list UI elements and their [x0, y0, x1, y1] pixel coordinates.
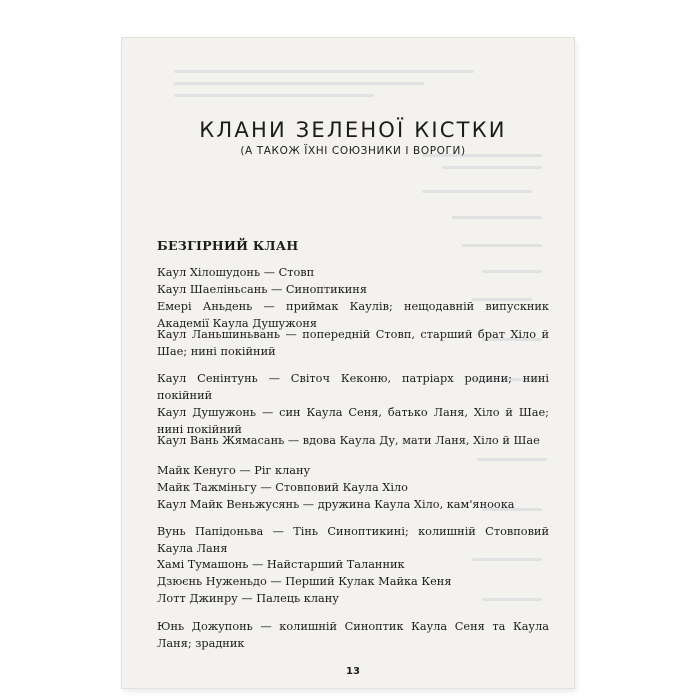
- character-entry: Юнь Дожупонь — колишній Синоптик Каула Сеня та Каула Ланя; зрадник: [157, 620, 549, 650]
- character-entry: Каул Сенінтунь — Світоч Кеконю, патріарх родини; нині покійний: [157, 372, 549, 402]
- book-page: [122, 38, 574, 688]
- character-entry: Каул Вань Жямасань — вдова Каула Ду, мати Ланя, Хіло й Шае: [157, 434, 540, 447]
- character-entry: Вунь Папідоньва — Тінь Синоптикині; колишній Стовповий Каула Ланя: [157, 525, 549, 555]
- character-entry: Каул Душужонь — син Каула Сеня, батько Ланя, Хіло й Шае; нині покійний: [157, 406, 549, 436]
- chapter-title: КЛАНИ ЗЕЛЕНОЇ КІСТКИ: [199, 118, 507, 142]
- character-entry: Каул Хілошудонь — Стовп: [157, 266, 315, 279]
- character-entry: Дзюєнь Нуженьдо — Перший Кулак Майка Кеня: [157, 575, 452, 588]
- chapter-subtitle: (А ТАКОЖ ЇХНІ СОЮЗНИКИ І ВОРОГИ): [240, 145, 466, 157]
- character-entry: Каул Майк Веньжусянь — дружина Каула Хіло, кам'яноока: [157, 498, 515, 511]
- section-heading: БЕЗГІРНИЙ КЛАН: [157, 238, 299, 253]
- character-entry: Каул Шаеліньсань — Синоптикиня: [157, 283, 367, 296]
- character-entry: Майк Кенуго — Ріг клану: [157, 464, 311, 477]
- character-entry: Майк Тажміньгу — Стовповий Каула Хіло: [157, 481, 408, 494]
- page-number: 13: [346, 666, 360, 677]
- character-entry: Лотт Джинру — Палець клану: [157, 592, 339, 605]
- character-entry: Хамі Тумашонь — Найстарший Таланник: [157, 558, 405, 571]
- character-entry: Емері Аньдень — приймак Каулів; нещодавній випускник Академії Каула Душужоня: [157, 300, 549, 330]
- character-entry: Каул Ланьшиньвань — попередній Стовп, старший брат Хіло й Шае; нині покійний: [157, 328, 549, 358]
